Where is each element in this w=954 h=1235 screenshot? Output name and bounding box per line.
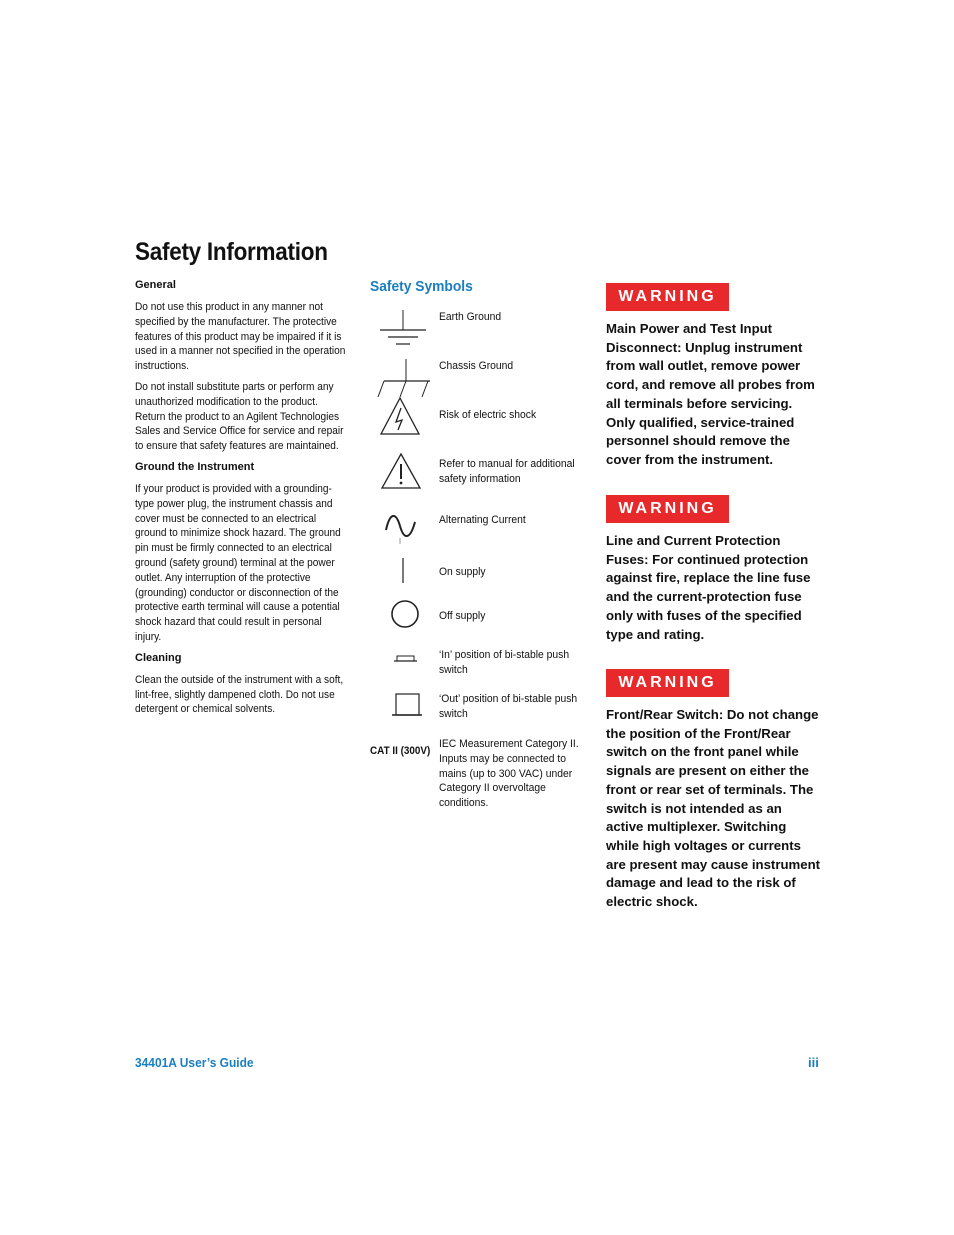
cat-ii-description: IEC Measurement Category II. Inputs may be connected to mains (up to 300 VAC) under Category II overvoltage conditions. bbox=[439, 738, 579, 810]
general-heading: General bbox=[135, 279, 176, 291]
off-supply-icon bbox=[370, 597, 436, 638]
general-section bbox=[135, 278, 347, 723]
symbol-row-push-switch-out bbox=[370, 691, 590, 723]
symbol-row-on-supply bbox=[370, 556, 590, 586]
symbol-row-cat-ii bbox=[370, 737, 590, 817]
earth-ground-label: Earth Ground bbox=[439, 311, 502, 323]
push-switch-out-label: ‘Out’ position of bi-stable push switch bbox=[439, 693, 578, 720]
ground-paragraph: If your product is provided with a grounding-type power plug, the instrument chassis and cover must be connected to an electrical ground to minimize shock hazard. The ground pin must be firmly connected to an electrical ground (safety ground) terminal at the power outlet. Any interruption of the protective (grounding) conductor or disconnection of the protective earth terminal will cause a potential shock hazard that could result in personal injury. bbox=[135, 482, 341, 643]
electric-shock-icon bbox=[370, 396, 436, 443]
symbol-row-earth-ground bbox=[370, 310, 590, 350]
warning-badge-1: WARNING bbox=[606, 283, 729, 311]
footer-guide-title: 34401A User’s Guide bbox=[135, 1055, 254, 1070]
symbol-row-push-switch-in bbox=[370, 647, 590, 679]
on-supply-label: On supply bbox=[439, 566, 486, 578]
on-supply-icon bbox=[370, 556, 436, 591]
caution-icon bbox=[370, 452, 436, 497]
symbol-row-chassis-ground bbox=[370, 359, 590, 401]
warning-text-1: Main Power and Test Input Disconnect: Unplug instrument from wall outlet, remove power cord, and remove all probes from all terminals before servicing. Only qualified, service-trained personnel should remove the cover from the instrument. bbox=[606, 321, 815, 467]
warning-text-2: Line and Current Protection Fuses: For continued protection against fire, replace the line fuse and the current-protection fuse only with fuses of the specified type and rating. bbox=[606, 533, 811, 642]
cat-ii-label: CAT II (300V) bbox=[370, 745, 431, 757]
push-switch-out-icon bbox=[370, 691, 436, 728]
page-title: Safety Information bbox=[135, 238, 328, 266]
alternating-current-label: Alternating Current bbox=[439, 514, 526, 526]
caution-label: Refer to manual for additional safety information bbox=[439, 458, 575, 485]
chassis-ground-label: Chassis Ground bbox=[439, 360, 514, 372]
warning-badge-2: WARNING bbox=[606, 495, 729, 523]
safety-symbols-heading: Safety Symbols bbox=[370, 278, 473, 295]
ground-heading: Ground the Instrument bbox=[135, 460, 255, 473]
footer-page-number: iii bbox=[808, 1055, 819, 1070]
earth-ground-icon bbox=[370, 310, 436, 355]
general-paragraph-1: Do not use this product in any manner not specified by the manufacturer. The protective features of this product may be impaired if it is used in a manner not specified in the operation instructions. bbox=[135, 301, 346, 373]
symbol-row-off-supply bbox=[370, 597, 590, 633]
symbol-row-caution bbox=[370, 452, 590, 492]
electric-shock-label: Risk of electric shock bbox=[439, 409, 537, 421]
warning-badge-3: WARNING bbox=[606, 669, 729, 697]
off-supply-label: Off supply bbox=[439, 610, 486, 622]
symbol-row-alternating-current bbox=[370, 508, 590, 546]
general-paragraph-2: Do not install substitute parts or perform any unauthorized modification to the product. Return the product to an Agilent Technologies Sales and Service Office for service and repair to ensure that safety features are maintained. bbox=[135, 380, 344, 453]
push-switch-in-label: ‘In’ position of bi-stable push switch bbox=[439, 649, 570, 676]
cleaning-paragraph: Clean the outside of the instrument with a soft, lint-free, slightly dampened cloth. Do not use detergent or chemical solvents. bbox=[135, 673, 344, 716]
symbol-row-electric-shock bbox=[370, 396, 590, 438]
alternating-current-icon bbox=[370, 508, 436, 551]
warning-text-3: Front/Rear Switch: Do not change the position of the Front/Rear switch on the front panel while signals are present on either the front or rear set of terminals. The switch is not intended as an active multiplexer. Switching while high voltages or currents are present may cause instrument damage and lead to the risk of electric shock. bbox=[606, 707, 821, 910]
push-switch-in-icon bbox=[370, 647, 436, 684]
cleaning-heading: Cleaning bbox=[135, 651, 182, 664]
